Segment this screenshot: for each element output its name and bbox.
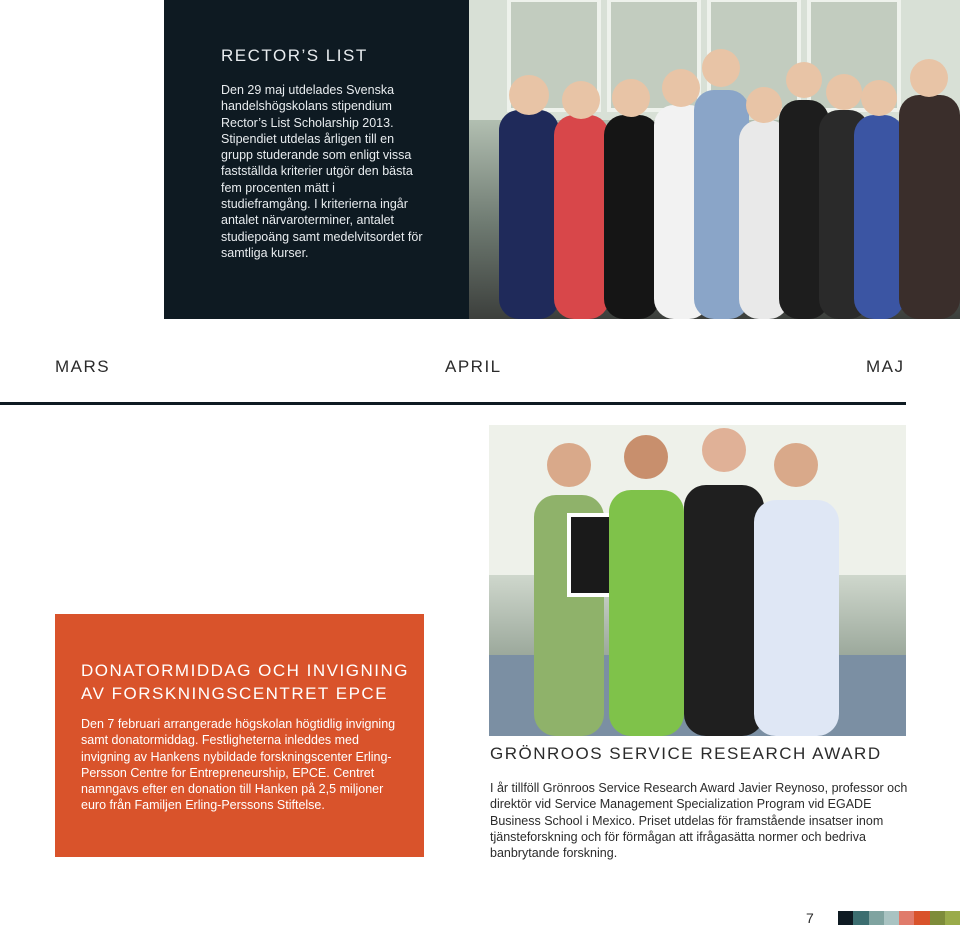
students-group-photo [469,0,960,319]
award-body: I år tillföll Grönroos Service Research Award Javier Reynoso, professor och direktör vid Service Management Specialization Program vid EGADE Business School i Mexico. Priset utdelas för framstående insatser inom tjänsteforskning och för förmågan att ifrågasätta normer och bedriva banbrytande forskning. [490,781,908,861]
swatch-5 [899,911,914,925]
month-mars: MARS [55,357,111,376]
donation-box [55,614,424,857]
donation-body: Den 7 februari arrangerade högskolan högtidlig invigning samt donatormiddag. Festligheterna inleddes med invigning av Hankens nybildade forskningscenter Erling-Persson Centre for Entrepreneurship, EPCE. Centret namngavs efter en donation till Hanken på 2,5 miljoner euro från Familjen Erling-Perssons Stiftelse. [81,717,396,813]
swatch-4 [884,911,899,925]
color-swatch-strip [838,911,960,925]
swatch-6 [914,911,929,925]
rectors-list-box [164,0,469,319]
swatch-2 [853,911,868,925]
rectors-list-body: Den 29 maj utdelades Svenska handelshögskolans stipendium Rector’s List Scholarship 2013. Stipendiet utdelas årligen till en grupp studerande som enligt vissa fastställda kriterier utgör den bästa fem procenten mätt i studieframgång. I kriterierna ingår antalet närvaroterminer, antalet studiepoäng samt medelvitsordet för samtliga kurser. [221,83,423,260]
award-photo [489,425,906,736]
award-title: GRÖNROOS SERVICE RESEARCH AWARD [490,744,882,763]
donation-title: DONATORMIDDAG OCH INVIGNING AV FORSKNINGSCENTRET EPCE [81,661,409,703]
rectors-list-title: RECTOR’S LIST [221,46,368,65]
timeline-line [0,402,906,405]
swatch-8 [945,911,960,925]
month-maj: MAJ [866,357,905,376]
swatch-3 [869,911,884,925]
students-group-illustration [469,0,960,319]
page-number: 7 [806,910,814,926]
swatch-1 [838,911,853,925]
award-illustration [489,425,906,736]
swatch-7 [930,911,945,925]
month-april: APRIL [445,357,502,376]
